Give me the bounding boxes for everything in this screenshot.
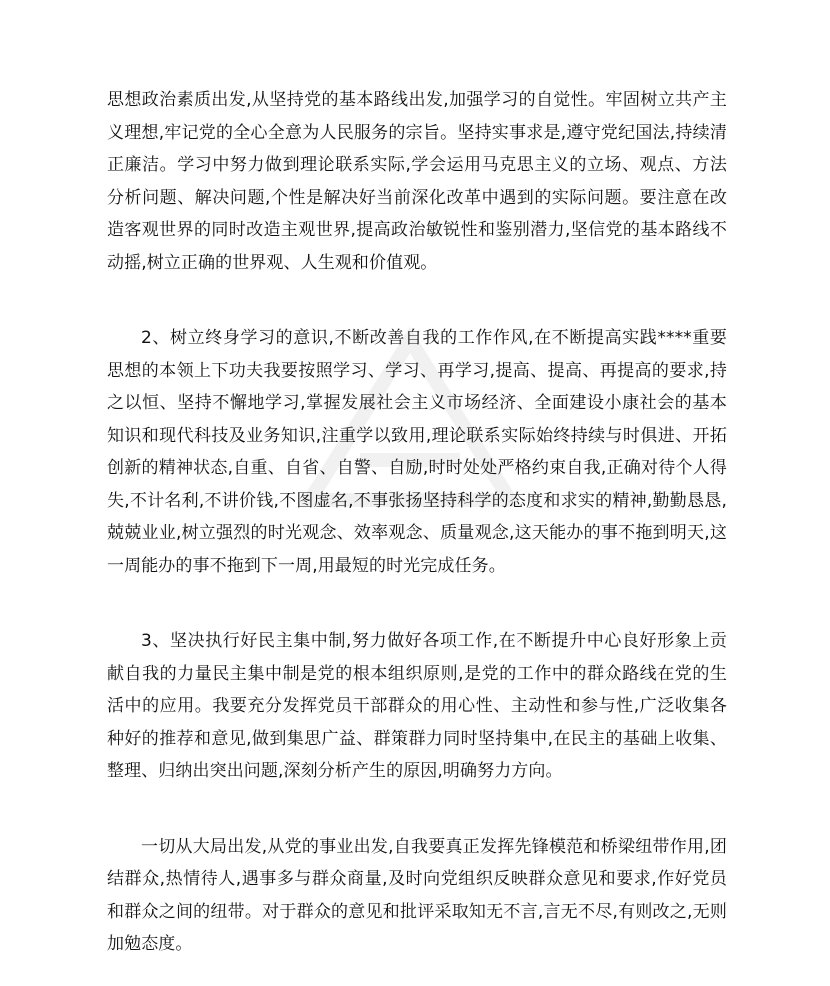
paragraph-4: 一切从大局出发,从党的事业出发,自我要真正发挥先锋模范和桥梁纽带作用,团结群众,热情待人,遇事多与群众商量,及时向党组织反映群众意见和要求,作好党员和群众之间的纽带。对于群众的意见和批评采取知无不言,言无不尽,有则改之,无则加勉态度。 bbox=[107, 836, 727, 954]
document-body bbox=[107, 84, 727, 961]
paragraph-1: 思想政治素质出发,从坚持党的基本路线出发,加强学习的自觉性。牢固树立共产主义理想,牢记党的全心全意为人民服务的宗旨。坚持实事求是,遵守党纪国法,持续清正廉洁。学习中努力做到理论联系实际,学会运用马克思主义的立场、观点、方法分析问题、解决问题,个性是解决好当前深化改革中遇到的实际问题。要注意在改造客观世界的同时改造主观世界,提高政治敏锐性和鉴别潜力,坚信党的基本路线不动摇,树立正确的世界观、人生观和价值观。 bbox=[107, 90, 727, 273]
paragraph-3: 3、坚决执行好民主集中制,努力做好各项工作,在不断提升中心良好形象上贡献自我的力量民主集中制是党的根本组织原则,是党的工作中的群众路线在党的生活中的应用。我要充分发挥党员干部群众的用心性、主动性和参与性,广泛收集各种好的推荐和意见,做到集思广益、群策群力同时坚持集中,在民主的基础上收集、整理、归纳出突出问题,深刻分析产生的原因,明确努力方向。 bbox=[107, 631, 727, 781]
paragraph-2: 2、树立终身学习的意识,不断改善自我的工作作风,在不断提高实践****重要思想的本领上下功夫我要按照学习、学习、再学习,提高、提高、再提高的要求,持之以恒、坚持不懈地学习,掌握发展社会主义市场经济、全面建设小康社会的基本知识和现代科技及业务知识,注重学以致用,理论联系实际始终持续与时俱进、开拓创新的精神状态,自重、自省、自警、自励,时时处处严格约束自我,正确对待个人得失,不计名利,不讲价钱,不图虚名,不事张扬坚持科学的态度和求实的精神,勤勤恳恳,兢兢业业,树立强烈的时光观念、效率观念、质量观念,这天能办的事不拖到明天,这一周能办的事不拖到下一周,用最短的时光完成任务。 bbox=[107, 328, 727, 576]
